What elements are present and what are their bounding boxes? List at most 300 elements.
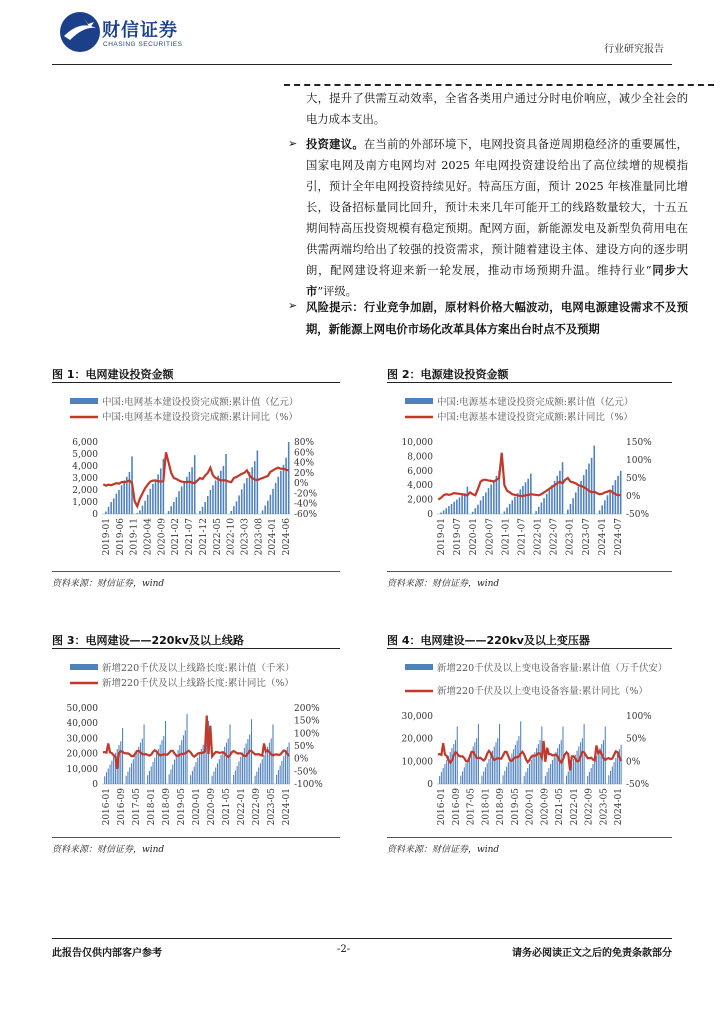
bar xyxy=(152,762,153,784)
bar xyxy=(572,498,574,514)
bar xyxy=(525,482,527,514)
bar xyxy=(538,744,539,784)
x-tick-label: 2022-09 xyxy=(252,788,262,826)
bar xyxy=(496,742,497,784)
bar xyxy=(475,508,477,514)
rating: 同步大市 xyxy=(306,263,688,298)
y2-tick-label: 40% xyxy=(294,458,315,469)
bar xyxy=(233,775,234,784)
bar xyxy=(531,760,532,784)
legend-bar-label: 中国:电网基本建设投资完成额:累计值（亿元） xyxy=(102,397,299,408)
bar xyxy=(524,776,525,784)
bar xyxy=(567,510,569,514)
bar xyxy=(256,772,257,784)
figure-1-source: 资料来源：财信证券，wind xyxy=(52,579,165,589)
bar xyxy=(540,740,541,784)
y-tick-label: 2,000 xyxy=(407,495,433,506)
bar xyxy=(142,739,143,784)
y-tick-label: 4,000 xyxy=(72,462,98,472)
x-tick-label: 2019-06 xyxy=(115,518,126,556)
chart-220kv-lines xyxy=(52,654,340,836)
x-tick-label: 2023-05 xyxy=(267,788,277,826)
legend-line-label: 中国:电源基本建设投资完成额:累计同比（%） xyxy=(437,412,633,423)
bar xyxy=(594,760,595,784)
bar xyxy=(545,776,546,784)
bar xyxy=(554,756,555,784)
bar xyxy=(207,496,209,514)
y-tick-label: 40,000 xyxy=(66,719,98,730)
x-tick-label: 2021-05 xyxy=(222,788,232,826)
bar xyxy=(225,454,227,514)
x-tick-label: 2023-05 xyxy=(599,788,610,826)
bar xyxy=(189,472,191,514)
y2-tick-label: 150% xyxy=(626,438,652,448)
bar xyxy=(549,490,551,514)
bar xyxy=(258,767,259,784)
x-tick-label: 2024-07 xyxy=(614,518,624,556)
y-tick-label: 0 xyxy=(92,510,98,520)
bar xyxy=(478,724,479,784)
bar xyxy=(614,762,615,784)
bar xyxy=(179,745,180,784)
bar xyxy=(550,764,551,784)
bar xyxy=(535,511,537,514)
y2-tick-label: 0% xyxy=(626,757,641,768)
bar xyxy=(485,492,487,514)
bar xyxy=(105,512,107,514)
bar xyxy=(474,742,475,784)
bar xyxy=(446,760,447,784)
bar xyxy=(144,501,146,514)
bar xyxy=(269,743,270,784)
bar xyxy=(280,766,281,784)
bar xyxy=(617,754,618,784)
bar xyxy=(621,745,622,784)
bar xyxy=(506,767,507,784)
bar xyxy=(260,763,261,784)
figure-2-bottomline xyxy=(387,571,672,572)
header-divider xyxy=(52,64,672,65)
figure-4-topline xyxy=(387,648,672,649)
bar xyxy=(195,762,196,784)
x-tick-label: 2020-09 xyxy=(157,518,168,556)
bar xyxy=(160,745,161,784)
bar xyxy=(165,721,166,784)
bar xyxy=(556,476,558,514)
bar xyxy=(152,484,154,514)
bar xyxy=(113,498,115,514)
bar xyxy=(223,466,225,514)
bar xyxy=(506,508,508,514)
figure-3-bottomline xyxy=(52,837,340,838)
company-logo xyxy=(58,10,102,54)
legend-bar-swatch xyxy=(405,398,433,404)
y2-tick-label: -50% xyxy=(626,780,650,790)
x-tick-label: 2020-07 xyxy=(485,518,496,556)
bar xyxy=(589,772,590,784)
y-tick-label: 10,000 xyxy=(401,757,433,768)
page-number: -2- xyxy=(337,944,351,955)
bar xyxy=(212,776,213,784)
bar xyxy=(605,727,606,784)
footer-disclaimer: 此报告仅供内部客户参考 xyxy=(52,948,162,959)
bar xyxy=(538,507,540,514)
y2-tick-label: 50% xyxy=(294,742,315,752)
bar xyxy=(612,767,613,784)
x-tick-label: 2018-09 xyxy=(496,788,506,826)
bar xyxy=(156,753,157,784)
bar xyxy=(240,757,241,784)
y2-tick-label: -60% xyxy=(294,510,318,520)
y2-tick-label: 50% xyxy=(626,734,647,745)
y-tick-label: 6,000 xyxy=(407,466,433,477)
bar xyxy=(108,768,109,784)
bar xyxy=(262,759,263,784)
bar xyxy=(477,505,479,514)
bar xyxy=(120,741,121,784)
bar xyxy=(476,738,477,784)
figure-1-topline xyxy=(52,382,340,383)
bar xyxy=(217,476,219,514)
bar xyxy=(482,496,484,514)
bar xyxy=(570,504,572,514)
bar xyxy=(450,752,451,784)
bar xyxy=(244,483,246,514)
bar xyxy=(217,763,218,784)
bar xyxy=(264,755,265,784)
chart-legend xyxy=(70,662,294,689)
bar xyxy=(238,495,240,514)
bar xyxy=(518,736,519,784)
x-tick-label: 2021-07 xyxy=(517,518,528,556)
bar xyxy=(135,755,136,784)
bar xyxy=(481,776,482,784)
bar xyxy=(168,511,170,514)
y2-tick-label: -40% xyxy=(294,499,318,510)
bar xyxy=(215,767,216,784)
bar xyxy=(147,495,149,514)
bar xyxy=(118,490,120,514)
bar xyxy=(251,467,253,514)
y-tick-label: 1,000 xyxy=(72,498,98,508)
figure-4-title: 图 4：电网建设——220kv及以上变压器 xyxy=(387,634,590,647)
footer-divider xyxy=(52,938,672,939)
y-tick-label: 3,000 xyxy=(72,474,98,484)
bar xyxy=(459,497,461,514)
bar xyxy=(451,504,453,514)
bar xyxy=(108,507,110,514)
bar xyxy=(448,506,450,514)
figure-1-title: 图 1：电网建设投资金额 xyxy=(52,368,174,381)
bar xyxy=(592,764,593,784)
bar xyxy=(183,482,185,514)
bar xyxy=(615,480,617,514)
x-tick-label: 2020-04 xyxy=(143,518,154,556)
bar xyxy=(281,761,282,784)
bar xyxy=(599,510,601,514)
x-tick-label: 2018-01 xyxy=(481,788,492,826)
bar xyxy=(573,759,574,784)
bar xyxy=(197,758,198,784)
bar xyxy=(202,507,204,514)
y2-tick-label: -50% xyxy=(294,767,318,778)
logo-subtitle: CHASING SECURITIES xyxy=(103,41,183,48)
bar xyxy=(140,743,141,784)
bar xyxy=(480,500,482,514)
bar xyxy=(580,742,581,784)
bar xyxy=(453,744,454,784)
bar xyxy=(276,775,277,784)
bar xyxy=(136,513,138,514)
bar xyxy=(503,775,504,784)
bar xyxy=(546,494,548,514)
x-tick-label: 2022-09 xyxy=(584,788,595,826)
bar xyxy=(533,756,534,784)
bar xyxy=(170,506,172,514)
bar xyxy=(123,480,125,514)
bar xyxy=(237,766,238,784)
bar xyxy=(562,462,564,514)
bar xyxy=(511,754,512,784)
bar xyxy=(525,772,526,784)
y-tick-label: 30,000 xyxy=(66,734,98,745)
legend-line-label: 新增220千伏及以上变电设备容量:累计同比（%） xyxy=(437,686,648,697)
bar xyxy=(483,771,484,784)
bar xyxy=(104,776,105,784)
bar xyxy=(178,491,180,514)
bar xyxy=(467,487,469,514)
y2-tick-label: 50% xyxy=(626,474,647,484)
y2-tick-label: 100% xyxy=(626,712,652,722)
bar xyxy=(110,765,111,784)
bar xyxy=(559,744,560,784)
bar xyxy=(488,488,490,514)
bar xyxy=(487,763,488,784)
bar xyxy=(588,464,590,514)
bar xyxy=(194,766,195,784)
y2-tick-label: 60% xyxy=(294,448,315,459)
x-tick-label: 2017-05 xyxy=(132,788,142,826)
bar xyxy=(610,771,611,784)
investment-advice-end: ”评级。 xyxy=(317,285,357,298)
y2-tick-label: 100% xyxy=(294,729,320,740)
bar xyxy=(121,485,123,514)
bar xyxy=(288,442,290,514)
bar xyxy=(485,767,486,784)
bar xyxy=(456,500,458,514)
bar xyxy=(265,751,266,784)
bar xyxy=(504,511,506,514)
bar xyxy=(246,744,247,784)
bar xyxy=(603,740,604,784)
bar xyxy=(187,714,188,784)
investment-advice-lead: 投资建议。 xyxy=(306,137,364,151)
bar xyxy=(238,762,239,785)
bar xyxy=(106,772,107,784)
bar xyxy=(527,479,529,514)
bar xyxy=(443,768,444,784)
y2-tick-label: 0% xyxy=(626,492,641,502)
bar xyxy=(527,768,528,784)
bar xyxy=(575,492,577,514)
chart-grid-investment xyxy=(52,388,340,570)
bar xyxy=(608,775,609,784)
bar xyxy=(127,772,128,784)
bar xyxy=(183,735,184,784)
bar xyxy=(226,743,227,784)
figure-3-source: 资料来源：财信证券，wind xyxy=(52,845,165,855)
chart-legend xyxy=(70,396,298,423)
bar xyxy=(283,465,285,514)
y2-tick-label: -100% xyxy=(294,780,323,790)
y-tick-label: 10,000 xyxy=(401,438,433,448)
bar xyxy=(612,485,614,514)
bar xyxy=(453,502,455,514)
bar xyxy=(262,510,264,514)
y-tick-label: 0 xyxy=(427,510,433,520)
bar xyxy=(116,494,118,514)
bar xyxy=(615,758,616,784)
x-tick-label: 2021-05 xyxy=(555,788,565,826)
bar xyxy=(514,497,516,514)
bar xyxy=(541,502,543,514)
y-tick-label: 6,000 xyxy=(72,438,98,448)
y2-tick-label: -20% xyxy=(294,489,318,500)
bar xyxy=(445,508,447,514)
bar xyxy=(466,763,467,784)
bar xyxy=(517,740,518,784)
bar xyxy=(462,771,463,784)
bar xyxy=(136,751,137,784)
bar xyxy=(461,495,463,514)
figure-2-topline xyxy=(387,382,672,383)
bar xyxy=(582,738,583,784)
legend-bar-swatch xyxy=(70,398,98,404)
bar xyxy=(257,450,259,514)
bar xyxy=(568,771,569,784)
bar xyxy=(275,483,277,514)
bar xyxy=(587,776,588,784)
bar xyxy=(604,500,606,514)
footer-notice: 请务必阅读正文之后的免责条款部分 xyxy=(512,948,672,959)
bar xyxy=(244,748,245,784)
bar xyxy=(451,748,452,784)
y-tick-label: 20,000 xyxy=(66,749,98,760)
legend-line-label: 中国:电网基本建设投资完成额:累计同比（%） xyxy=(102,412,298,423)
x-tick-label: 2020-09 xyxy=(540,788,551,826)
bar xyxy=(113,757,114,784)
bar xyxy=(607,495,609,514)
bar xyxy=(512,500,514,514)
bar xyxy=(160,468,162,514)
bar xyxy=(555,752,556,784)
bar xyxy=(215,480,217,514)
yoy-line xyxy=(438,453,620,500)
bar xyxy=(233,506,235,514)
y-tick-label: 50,000 xyxy=(66,704,98,714)
x-tick-label: 2024-06 xyxy=(282,518,292,556)
bar xyxy=(236,501,238,514)
bar xyxy=(548,768,549,784)
bar xyxy=(246,478,248,514)
bar xyxy=(174,760,175,784)
bar xyxy=(497,738,498,784)
y-tick-label: 8,000 xyxy=(407,452,433,463)
bar xyxy=(586,469,588,514)
bar xyxy=(278,770,279,784)
bar xyxy=(181,740,182,784)
bar xyxy=(129,767,130,784)
bar xyxy=(272,489,274,514)
x-tick-label: 2023-08 xyxy=(254,518,265,556)
bar xyxy=(439,776,440,784)
bar xyxy=(443,510,445,514)
bar xyxy=(190,775,191,784)
bar xyxy=(170,769,171,784)
bar xyxy=(490,755,491,784)
bar xyxy=(529,764,530,784)
bar xyxy=(267,501,269,514)
x-tick-label: 2023-01 xyxy=(565,518,576,556)
report-type: 行业研究报告 xyxy=(604,44,664,55)
x-tick-label: 2016-01 xyxy=(437,788,447,826)
bar xyxy=(519,490,521,514)
x-tick-label: 2021-07 xyxy=(185,518,196,556)
bar xyxy=(129,472,131,514)
bar xyxy=(255,776,256,784)
bar xyxy=(598,752,599,784)
investment-advice-paragraph xyxy=(306,134,688,302)
figure-3-topline xyxy=(52,648,340,649)
bar xyxy=(264,506,266,514)
bullet-arrow-icon: ➢ xyxy=(288,299,298,312)
bar xyxy=(163,736,164,784)
x-tick-label: 2022-01 xyxy=(533,518,544,556)
bar xyxy=(508,762,509,784)
bar xyxy=(230,511,232,514)
x-tick-label: 2019-01 xyxy=(437,518,447,556)
x-tick-label: 2016-09 xyxy=(451,788,462,826)
bar xyxy=(270,495,272,514)
bar xyxy=(490,484,492,514)
y2-tick-label: 80% xyxy=(294,438,315,448)
dashed-divider xyxy=(284,84,714,86)
bar xyxy=(203,745,204,784)
bar xyxy=(280,471,282,514)
bar xyxy=(110,502,112,514)
bar xyxy=(557,748,558,784)
x-tick-label: 2019-07 xyxy=(453,518,464,556)
bar xyxy=(444,764,445,784)
bar xyxy=(213,772,214,784)
paragraph-continued: 大，提升了供需互动效率，全省各类用户通过分时电价响应，减少全社会的电力成本支出。 xyxy=(306,92,688,126)
bar xyxy=(499,724,500,784)
bar xyxy=(440,513,442,514)
bar xyxy=(464,767,465,784)
x-tick-label: 2021-01 xyxy=(501,518,512,556)
bar xyxy=(578,487,580,514)
bar xyxy=(620,471,622,514)
bar xyxy=(131,763,132,784)
bar xyxy=(194,455,196,514)
bar xyxy=(220,471,222,514)
y2-tick-label: 100% xyxy=(626,456,652,466)
bar xyxy=(596,756,597,784)
bar xyxy=(139,510,141,514)
bar xyxy=(249,472,251,514)
bar xyxy=(219,759,220,784)
y2-tick-label: 20% xyxy=(294,468,315,479)
